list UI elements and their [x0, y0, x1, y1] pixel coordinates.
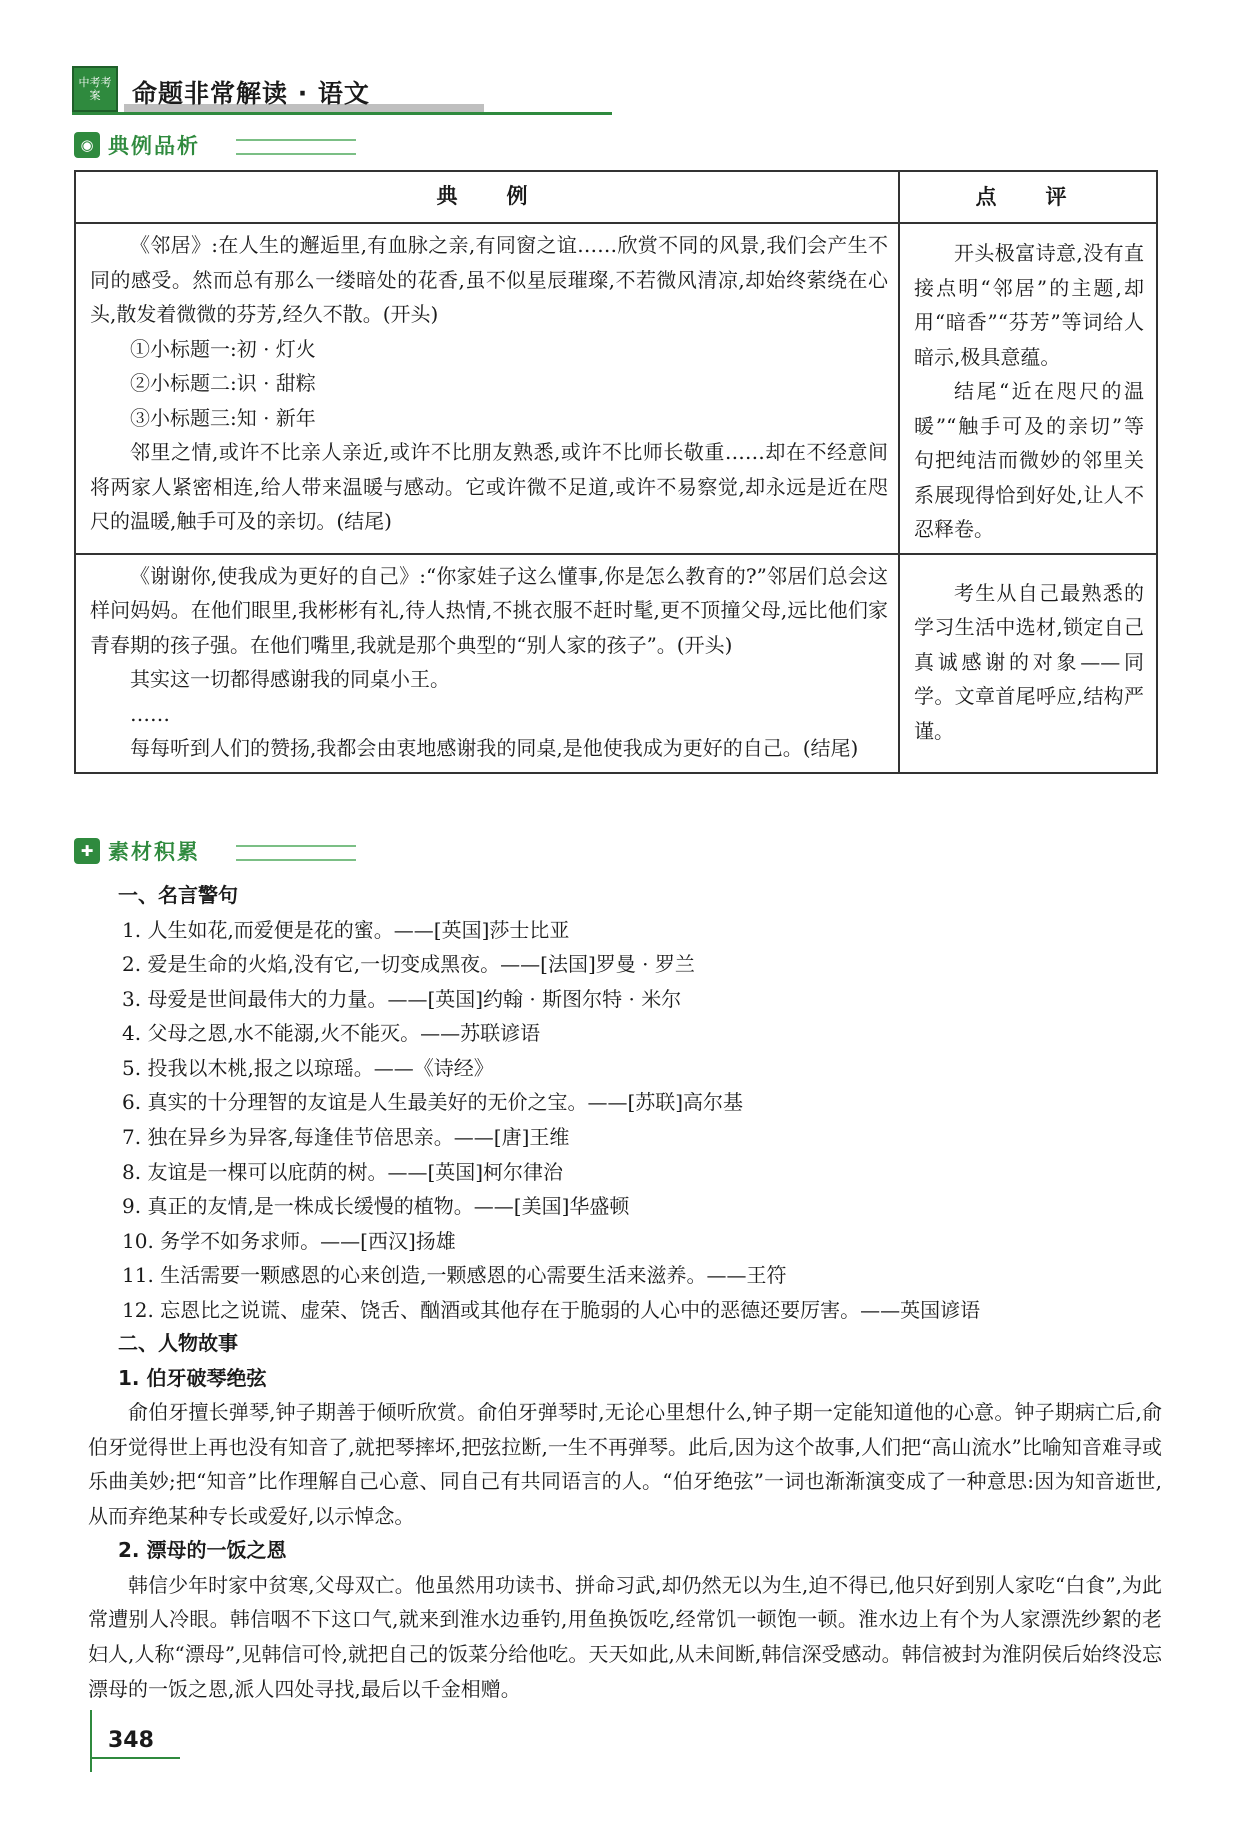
example-cell [75, 554, 899, 773]
book-title: 命题非常解读 · 语文 [132, 79, 370, 108]
table-header-row [75, 171, 1157, 223]
page-number-rule [90, 1710, 92, 1772]
list-item: 9. 真正的友情,是一株成长缓慢的植物。——[美国]华盛顿 [122, 1194, 630, 1219]
book-icon: ✚ [74, 838, 100, 864]
subtitle-item: ③小标题三:知 · 新年 [130, 405, 316, 430]
list-item: 1. 人生如花,而爱便是花的蜜。——[英国]莎士比亚 [122, 917, 570, 942]
section-title: 素材积累 [108, 840, 200, 864]
comment-paragraph: 考生从自己最熟悉的学习生活中选材,锁定自己真诚感谢的对象——同学。文章首尾呼应,结构严谨。 [914, 580, 1144, 743]
subtitle-item: ①小标题一:初 · 灯火 [130, 336, 316, 361]
example-paragraph: 邻里之情,或许不比亲人亲近,或许不比朋友熟悉,或许不比师长敬重……却在不经意间将两家人紧密相连,给人带来温暖与感动。它或许微不足道,或许不易察觉,却永远是近在咫尺的温暖,触手可及的亲切。(结尾) [90, 440, 888, 533]
example-paragraph: 每每听到人们的赞扬,我都会由衷地感谢我的同桌,是他使我成为更好的自己。(结尾) [130, 736, 859, 760]
section-heading-examples [74, 130, 374, 160]
subsection-heading: 二、人物故事 [118, 1331, 238, 1355]
story-title: 1. 伯牙破琴绝弦 [118, 1365, 267, 1390]
list-item: 12. 忘恩比之说谎、虚荣、饶舌、酗酒或其他存在于脆弱的人心中的恶德还要厉害。——英国谚语 [122, 1298, 981, 1323]
table-row [75, 223, 1157, 554]
list-item: 2. 爱是生命的火焰,没有它,一切变成黑夜。——[法国]罗曼 · 罗兰 [122, 952, 695, 977]
example-cell [75, 223, 899, 554]
story-title: 2. 漂母的一饭之恩 [118, 1538, 287, 1563]
story-section [88, 1326, 1162, 1706]
section-title: 典例品析 [108, 134, 200, 158]
story-paragraph: 俞伯牙擅长弹琴,钟子期善于倾听欣赏。俞伯牙弹琴时,无论心里想什么,钟子期一定能知道他的心意。钟子期病亡后,俞伯牙觉得世上再也没有知音了,就把琴摔坏,把弦拉断,一生不再弹琴。此后,因为这个故事,人们把“高山流水”比喻知音难寻或乐曲美妙;把“知音”比作理解自己心意、同自己有共同语言的人。“伯牙绝弦”一词也渐渐演变成了一种意思:因为知音逝世,从而弃绝某种专长或爱好,以示悼念。 [88, 1400, 1162, 1528]
list-item: 11. 生活需要一颗感恩的心来创造,一颗感恩的心需要生活来滋养。——王符 [122, 1263, 787, 1288]
example-paragraph: 《谢谢你,使我成为更好的自己》:“你家娃子这么懂事,你是怎么教育的?”邻居们总会这样问妈妈。在他们眼里,我彬彬有礼,待人热情,不挑衣服不赶时髦,更不顶撞父母,远比他们家青春期的孩子强。在他们嘴里,我就是那个典型的“别人家的孩子”。(开头) [90, 563, 888, 657]
list-item: 10. 务学不如务求师。——[西汉]扬雄 [122, 1228, 456, 1253]
list-item: 4. 父母之恩,水不能溺,火不能灭。——苏联谚语 [122, 1021, 541, 1046]
subsection-heading: 一、名言警句 [118, 883, 238, 907]
comment-cell [899, 554, 1157, 773]
example-table [74, 170, 1158, 774]
list-item: 3. 母爱是世间最伟大的力量。——[英国]约翰 · 斯图尔特 · 米尔 [122, 986, 682, 1011]
table-row [75, 554, 1157, 773]
list-item: 5. 投我以木桃,报之以琼瑶。——《诗经》 [122, 1055, 494, 1080]
column-header-example: 典 例 [75, 171, 899, 223]
page-number-rule [90, 1757, 180, 1759]
comment-paragraph: 结尾“近在咫尺的温暖”“触手可及的亲切”等句把纯洁而微妙的邻里关系展现得恰到好处,让人不忍释卷。 [914, 379, 1144, 541]
list-item: 7. 独在异乡为异客,每逢佳节倍思亲。——[唐]王维 [122, 1125, 570, 1150]
logo-icon: 中考考案 [72, 66, 118, 112]
decor-lines [236, 845, 356, 861]
story-paragraph: 韩信少年时家中贫寒,父母双亡。他虽然用功读书、拼命习武,却仍然无以为生,迫不得已,他只好到别人家吃“白食”,为此常遭别人冷眼。韩信咽不下这口气,就来到淮水边垂钓,用鱼换饭吃,经常饥一顿饱一顿。淮水边上有个为人家漂洗纱絮的老妇人,人称“漂母”,见韩信可怜,就把自己的饭菜分给他吃。天天如此,从未间断,韩信深受感动。韩信被封为淮阴侯后始终没忘漂母的一饭之恩,派人四处寻找,最后以千金相赠。 [88, 1572, 1162, 1701]
section-heading-materials [74, 836, 374, 866]
subtitle-item: ②小标题二:识 · 甜粽 [130, 371, 316, 395]
page-number: 348 [108, 1728, 154, 1753]
list-item: 6. 真实的十分理智的友谊是人生最美好的无价之宝。——[苏联]高尔基 [122, 1090, 744, 1115]
header-divider [72, 112, 612, 115]
quote-list [118, 878, 1122, 1328]
comment-cell [899, 223, 1157, 554]
list-item: 8. 友谊是一棵可以庇荫的树。——[英国]柯尔律治 [122, 1159, 564, 1184]
page-header [72, 66, 612, 114]
column-header-comment: 点 评 [899, 171, 1157, 223]
eye-icon: ◉ [74, 132, 100, 158]
comment-paragraph: 开头极富诗意,没有直接点明“邻居”的主题,却用“暗香”“芬芳”等词给人暗示,极具意蕴。 [914, 241, 1144, 369]
ellipsis: …… [130, 701, 170, 726]
example-paragraph: 《邻居》:在人生的邂逅里,有血脉之亲,有同窗之谊……欣赏不同的风景,我们会产生不同的感受。然而总有那么一缕暗处的花香,虽不似星辰璀璨,不若微风清凉,却始终萦绕在心头,散发着微微的芬芳,经久不散。(开头) [90, 233, 888, 326]
example-paragraph: 其实这一切都得感谢我的同桌小王。 [130, 667, 450, 691]
decor-lines [236, 139, 356, 155]
